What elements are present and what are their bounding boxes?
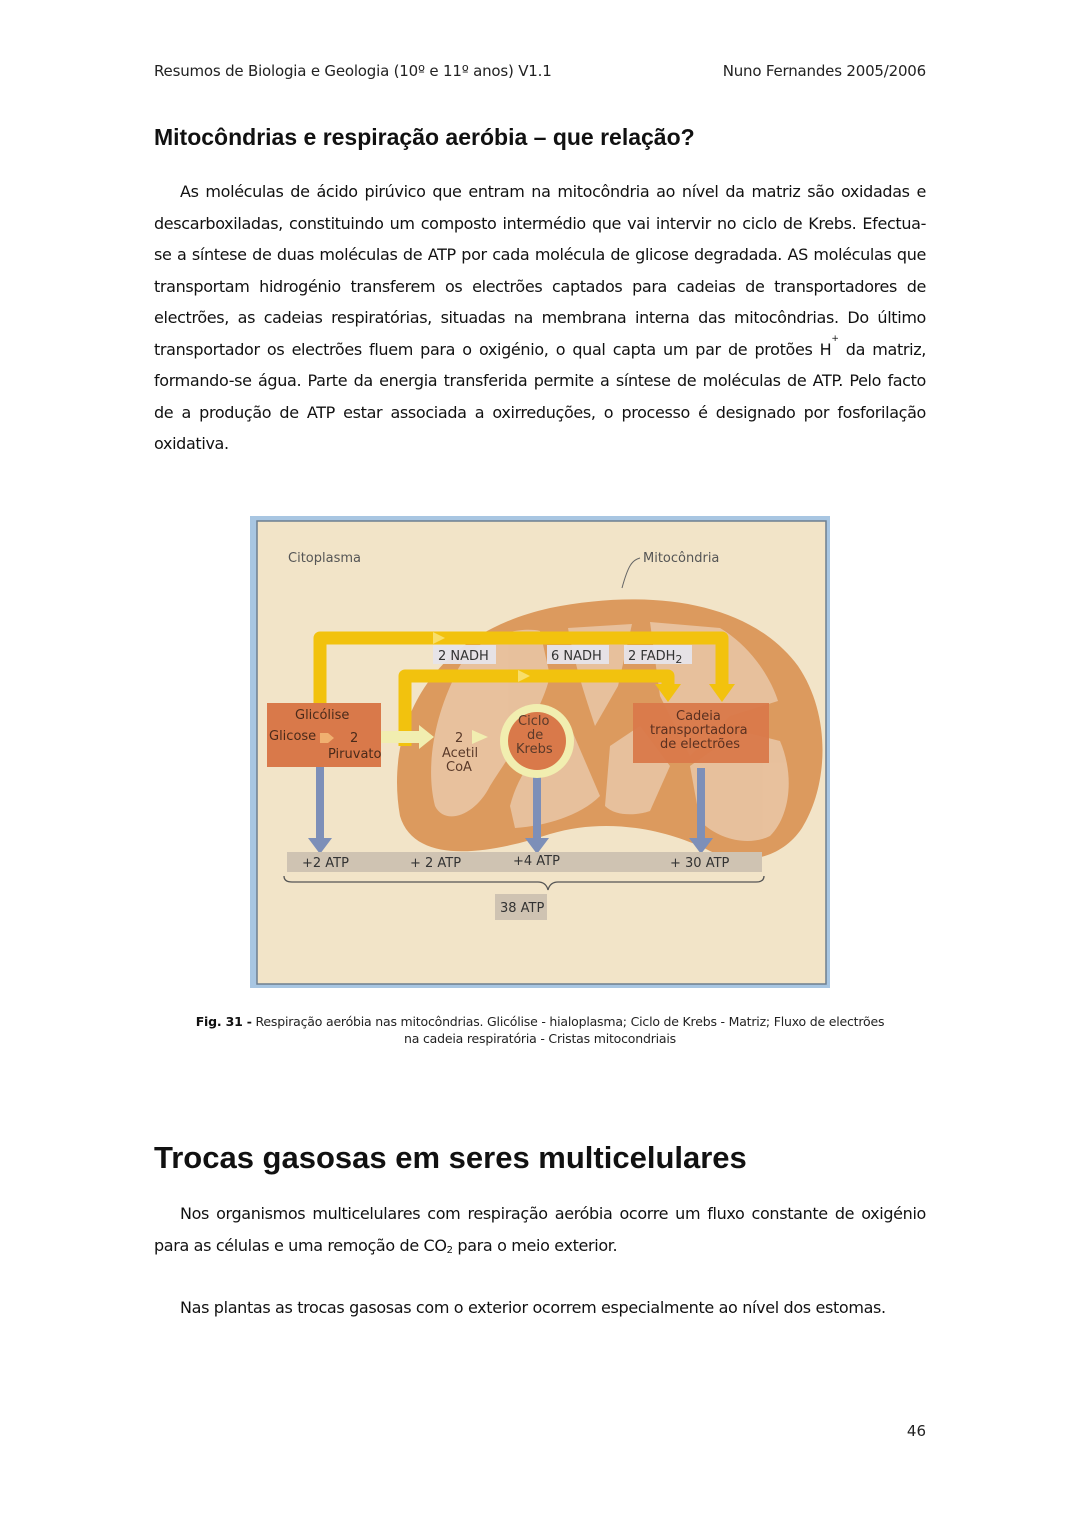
superscript-plus: + (831, 333, 839, 344)
section-heading-gas-exchange: Trocas gasosas em seres multicelulares (154, 1140, 747, 1175)
label-atp-acetil: + 2 ATP (410, 856, 462, 871)
label-coa: CoA (446, 760, 472, 775)
figure-caption (190, 1013, 890, 1047)
label-2-nadh: 2 NADH (438, 649, 489, 664)
label-atp-krebs: +4 ATP (513, 854, 560, 869)
label-atp-glicolise: +2 ATP (302, 856, 349, 871)
running-header-author: Nuno Fernandes 2005/2006 (722, 62, 926, 80)
caption-text: Respiração aeróbia nas mitocôndrias. Glicólise - hialoplasma; Ciclo de Krebs - Matriz; Fluxo de electrões na cadeia respiratória - Cristas mitocondriais (251, 1014, 885, 1046)
label-cadeia: Cadeia (676, 709, 721, 724)
label-acetil-count: 2 (455, 731, 464, 746)
label-mitocondria: Mitocôndria (643, 551, 720, 566)
label-6-nadh: 6 NADH (551, 649, 602, 664)
label-citoplasma: Citoplasma (288, 551, 361, 566)
paragraph-gas-exchange (154, 1198, 926, 1261)
label-de: de (527, 728, 544, 743)
label-2-fadh2: 2 $FADH_2$ (628, 649, 683, 666)
paragraph-mitochondria (154, 176, 926, 460)
label-piruvato-count: 2 (350, 731, 359, 746)
paragraph-text-part1: Nos organismos multicelulares com respiração aeróbia ocorre um fluxo constante de oxigénio para as células e uma remoção de CO (154, 1204, 926, 1255)
label-glicose: Glicose (269, 729, 317, 744)
label-acetil: Acetil (442, 746, 479, 761)
paragraph-text-part1: As moléculas de ácido pirúvico que entram na mitocôndria ao nível da matriz são oxidadas e descarboxiladas, constituindo um composto intermédio que vai intervir no ciclo de Krebs. Efectua-se a síntese de duas moléculas de ATP por cada molécula de glicose degradada. AS moléculas que transportam hidrogénio transferem os electrões captados para cadeias de transportadores de electrões, as cadeias respiratórias, situadas na membrana interna das mitocôndrias. Do último transportador os electrões fluem para o oxigénio, o qual capta um par de protões H (154, 182, 926, 359)
page-number: 46 (906, 1422, 926, 1440)
subscript-2: 2 (446, 1244, 453, 1256)
paragraph-text-part2: da matriz, formando-se água. Parte da energia transferida permite a síntese de moléculas de ATP. Pelo facto de a produção de ATP estar associada a oxirreduções, o processo é designado por fosforilação oxidativa. (154, 339, 926, 453)
paragraph-plants-stomata (154, 1292, 926, 1324)
label-glicolise: Glicólise (295, 708, 350, 723)
section-heading-mitochondria: Mitocôndrias e respiração aeróbia – que relação? (154, 124, 695, 150)
label-transportadora: transportadora (650, 723, 748, 738)
figure-aerobic-respiration (250, 516, 830, 988)
paragraph-text-part2: para o meio exterior. (452, 1235, 618, 1255)
label-atp-cadeia: + 30 ATP (670, 856, 730, 871)
running-header-title: Resumos de Biologia e Geologia (10º e 11º anos) V1.1 (154, 62, 552, 80)
paragraph-text: Nas plantas as trocas gasosas com o exterior ocorrem especialmente ao nível dos estomas. (180, 1298, 886, 1317)
label-de-electroes: de electrões (660, 737, 741, 752)
caption-label: Fig. 31 - (195, 1014, 252, 1029)
label-total-atp: 38 ATP (500, 901, 545, 916)
label-piruvato: Piruvato (328, 747, 382, 762)
label-krebs: Krebs (516, 742, 553, 757)
label-ciclo: Ciclo (518, 714, 550, 729)
